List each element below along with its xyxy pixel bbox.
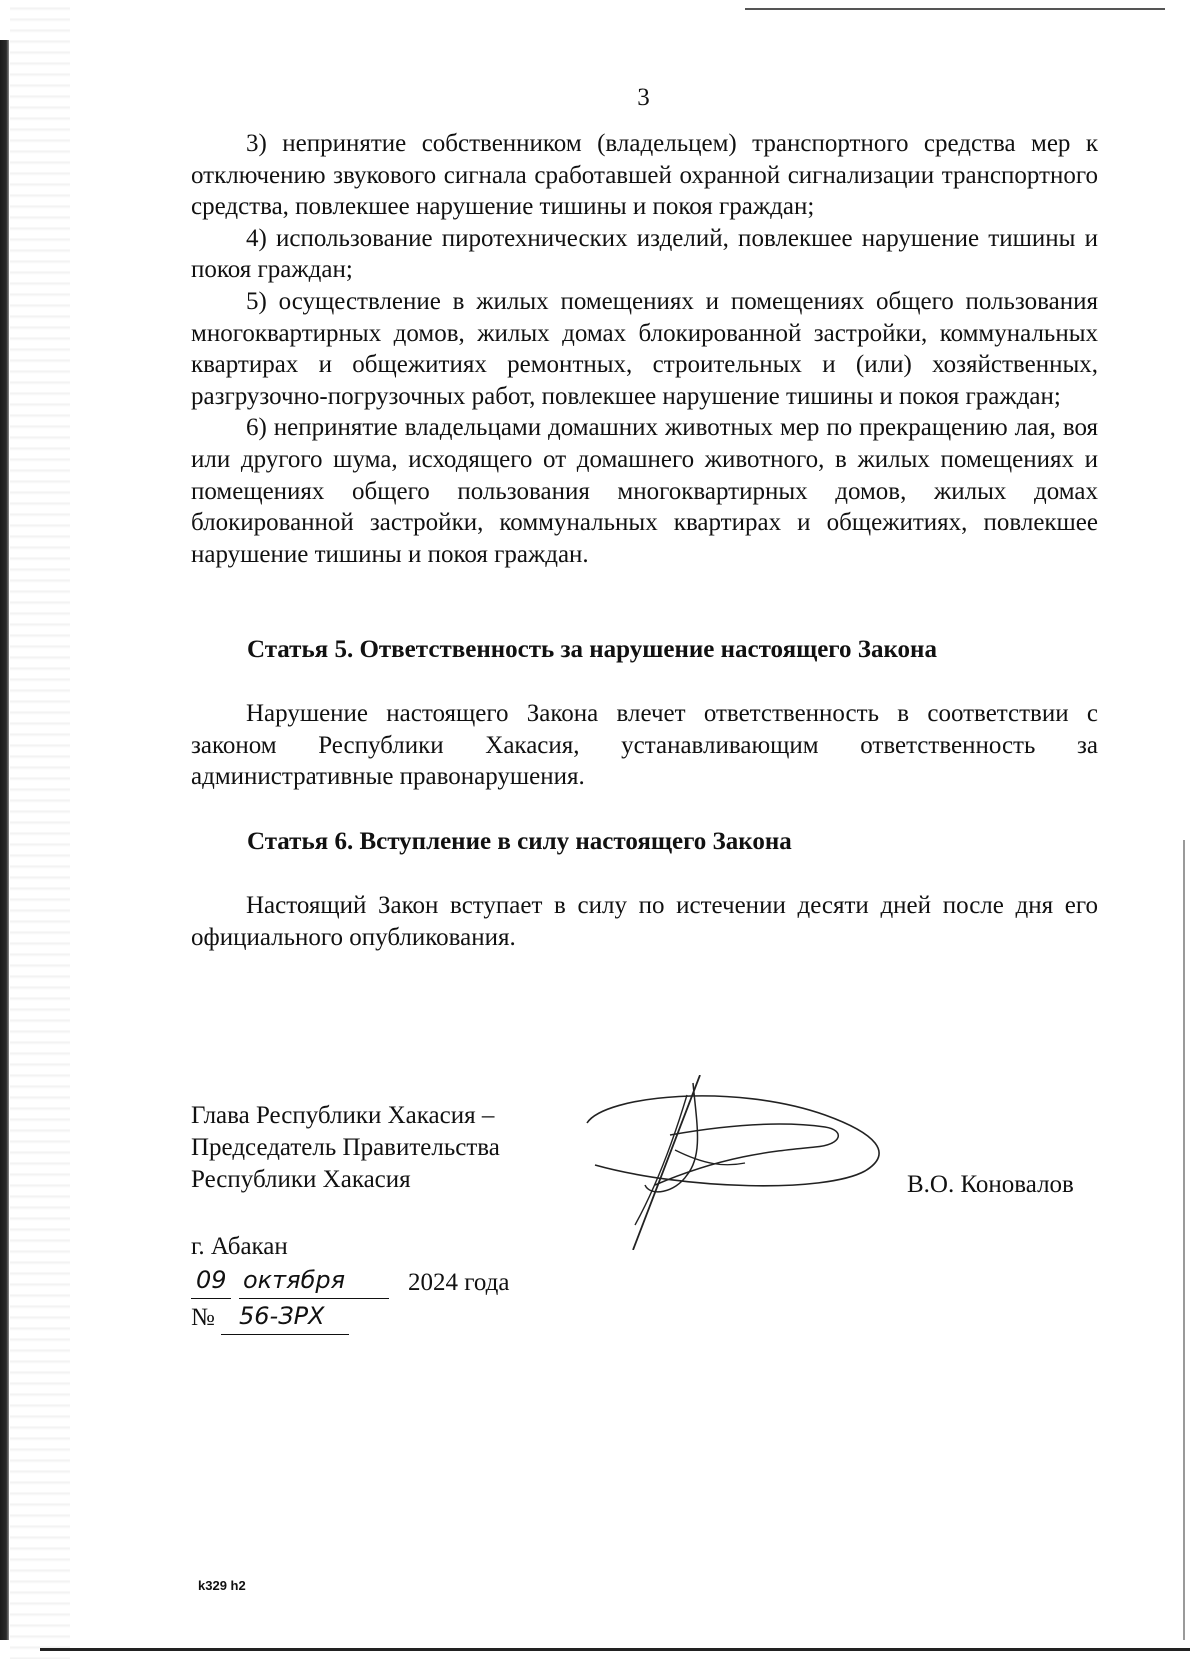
- scan-line-top: [745, 8, 1165, 10]
- scan-noise-left: [10, 0, 70, 1659]
- signatory-title: [191, 1100, 551, 1196]
- article-6-text: Настоящий Закон вступает в силу по истечении десяти дней после дня его официального опубликования.: [191, 892, 1098, 951]
- signing-date: [191, 1266, 541, 1306]
- signatory-name: В.О. Коновалов: [907, 1171, 1074, 1198]
- article-5-heading: Статья 5. Ответственность за нарушение настоящего Закона: [247, 636, 937, 663]
- list-item-5: 5) осуществление в жилых помещениях и помещениях общего пользования многоквартирных домов, жилых домах блокированной застройки, коммунальных квартирах и общежитиях ремонтных, строительных и (или) хозяйственных, разгрузочно-погрузочных работ, повлекшее нарушение тишины и покоя граждан;: [191, 287, 1098, 410]
- list-item-6: 6) непринятие владельцами домашних животных мер по прекращению лая, воя или другого шума, исходящего от домашнего животного, в жилых помещениях и помещениях общего пользования многоквартирных домов, жилых домах блокированной застройки, коммунальных квартирах и общежитиях, повлекшее нарушение тишины и покоя граждан.: [191, 414, 1098, 568]
- handwritten-signature: [575, 1075, 935, 1250]
- date-day-handwritten: 09: [196, 1266, 227, 1294]
- signatory-title-line: Республики Хакасия: [191, 1166, 411, 1193]
- footer-code: k329 h2: [198, 1578, 246, 1593]
- date-month-underline: [239, 1298, 389, 1299]
- scan-edge-left: [0, 40, 9, 1640]
- date-year: 2024 года: [408, 1269, 510, 1296]
- list-item-3: 3) непринятие собственником (владельцем) транспортного средства мер к отключению звукового сигнала сработавшей охранной сигнализации транспортного средства, повлекшее нарушение тишины и покоя граждан;: [191, 130, 1098, 221]
- number-sign: №: [191, 1304, 215, 1331]
- scan-line-right: [1183, 840, 1185, 1640]
- article-6-body: [191, 890, 1098, 953]
- scan-line-bottom: [40, 1648, 1190, 1651]
- page-number: 3: [637, 84, 650, 111]
- list-items: [191, 128, 1098, 570]
- signatory-title-line: Глава Республики Хакасия –: [191, 1102, 495, 1129]
- place: г. Абакан: [191, 1233, 288, 1260]
- date-month-handwritten: октября: [243, 1266, 346, 1294]
- list-item-4: 4) использование пиротехнических изделий, повлекшее нарушение тишины и покоя граждан;: [191, 224, 1098, 284]
- law-number: [191, 1302, 391, 1342]
- law-number-underline: [221, 1334, 349, 1335]
- law-number-handwritten: 56-ЗРХ: [239, 1302, 325, 1330]
- signatory-title-line: Председатель Правительства: [191, 1134, 500, 1161]
- article-5-text: Нарушение настоящего Закона влечет ответственность в соответствии с законом Республики Хакасия, устанавливающим ответственность за административные правонарушения.: [191, 700, 1098, 791]
- article-6-heading: Статья 6. Вступление в силу настоящего Закона: [247, 828, 792, 855]
- article-5-body: [191, 698, 1098, 793]
- date-day-underline: [191, 1298, 231, 1299]
